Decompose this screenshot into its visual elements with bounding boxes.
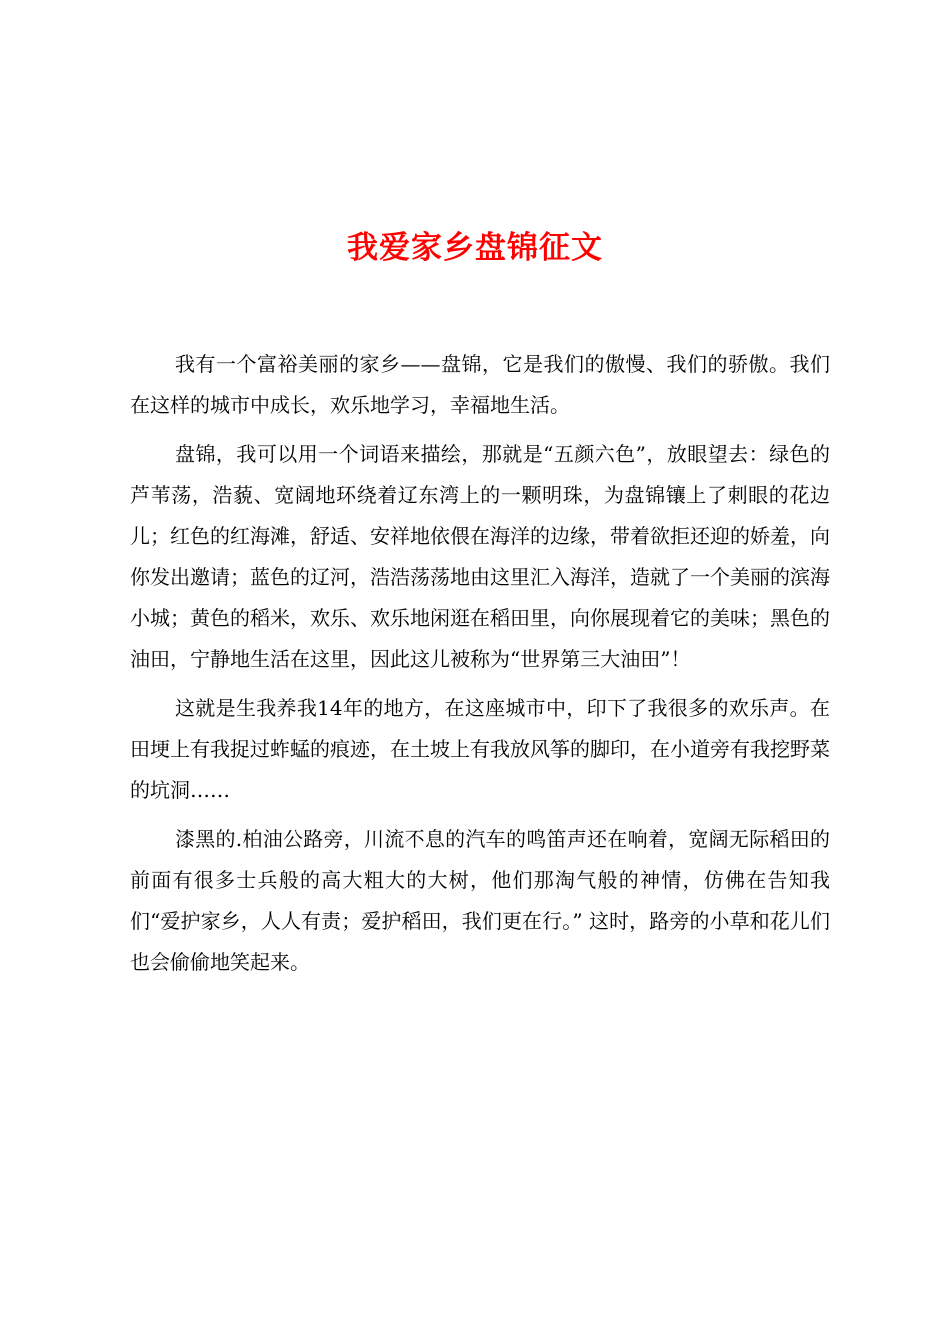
paragraph-4: 漆黑的.柏油公路旁，川流不息的汽车的鸣笛声还在响着，宽阔无际稻田的前面有很多士兵般的高大粗大的大树，他们那淘气般的神情，仿佛在告知我们“爱护家乡，人人有责；爱护稻田，我们更在行。” 这时，路旁的小草和花儿们也会偷偷地笑起来。	[130, 827, 830, 974]
document-body	[130, 344, 830, 991]
paragraph-3: 这就是生我养我14年的地方，在这座城市中，印下了我很多的欢乐声。在田埂上有我捉过蚱蜢的痕迹，在土坡上有我放风筝的脚印，在小道旁有我挖野菜的坑洞……	[130, 696, 830, 802]
paragraph-1: 我有一个富裕美丽的家乡——盘锦，它是我们的傲慢、我们的骄傲。我们在这样的城市中成长，欢乐地学习，幸福地生活。	[130, 352, 830, 417]
paragraph-2: 盘锦，我可以用一个词语来描绘，那就是“五颜六色”，放眼望去：绿色的芦苇荡，浩藐、宽阔地环绕着辽东湾上的一颗明珠，为盘锦镶上了刺眼的花边儿；红色的红海滩，舒适、安祥地依偎在海洋的边缘，带着欲拒还迎的娇羞，向你发出邀请；蓝色的辽河，浩浩荡荡地由这里汇入海洋，造就了一个美丽的滨海小城；黄色的稻米，欢乐、欢乐地闲逛在稻田里，向你展现着它的美味；黑色的油田，宁静地生活在这里，因此这儿被称为“世界第三大油田”！	[130, 442, 830, 671]
document-title: 我爱家乡盘锦征文	[347, 229, 603, 266]
